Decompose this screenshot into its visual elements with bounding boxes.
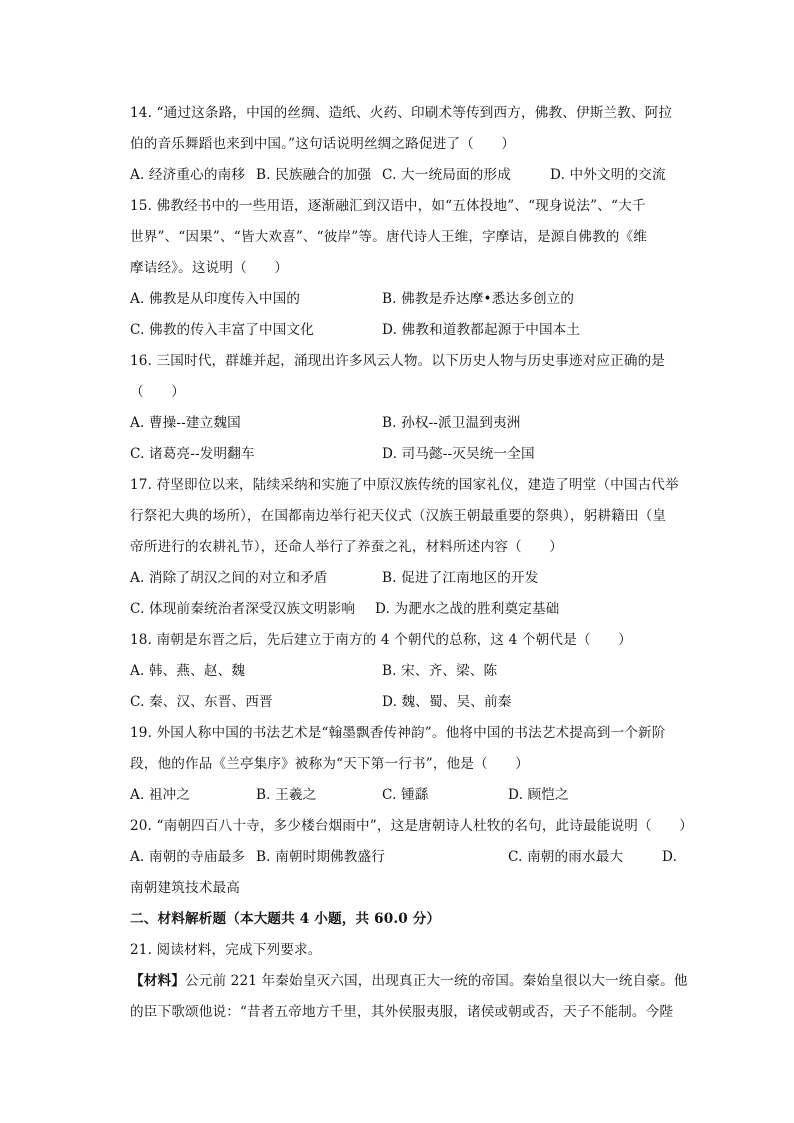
q14-stem-line1: 14. “通过这条路，中国的丝绸、造纸、火药、印刷术等传到西方，佛教、伊斯兰教、阿拉 (130, 105, 673, 121)
q17-option-c[interactable]: C. 体现前秦统治者深受汉族文明影响 (130, 601, 356, 617)
q18-option-b[interactable]: B. 宋、齐、梁、陈 (382, 663, 498, 679)
q16-stem-line2: （ ） (130, 384, 185, 400)
q14-option-b[interactable]: B. 民族融合的加强 (256, 167, 372, 183)
q17-option-b[interactable]: B. 促进了江南地区的开发 (382, 570, 539, 586)
q14-option-c[interactable]: C. 大一统局面的形成 (382, 167, 511, 183)
q16-option-d[interactable]: D. 司马懿--灭吴统一全国 (382, 446, 535, 462)
q15-stem-line3: 摩诘经》。这说明（ ） (130, 260, 289, 276)
q20-option-b[interactable]: B. 南朝时期佛教盛行 (256, 849, 386, 865)
q15-option-a[interactable]: A. 佛教是从印度传入中国的 (130, 291, 301, 307)
q14-option-a[interactable]: A. 经济重心的南移 (130, 167, 246, 183)
q19-stem-line2: 段，他的作品《兰亭集序》被称为“天下第一行书”，他是（ ） (130, 756, 530, 772)
q15-stem-line1: 15. 佛教经书中的一些用语，逐渐融汇到汉语中，如“五体投地”、“现身说法”、“大千 (130, 198, 646, 214)
q19-option-d[interactable]: D. 顾恺之 (508, 787, 569, 803)
q19-option-a[interactable]: A. 祖冲之 (130, 787, 191, 803)
material-text: 公元前 221 年秦始皇灭六国，出现真正大一统的帝国。秦始皇很以大一统自豪。他 (184, 973, 688, 989)
q17-option-a[interactable]: A. 消除了胡汉之间的对立和矛盾 (130, 570, 328, 586)
q20-option-a[interactable]: A. 南朝的寺庙最多 (130, 849, 246, 865)
section-heading: 二、材料解析题（本大题共 4 小题，共 60.0 分） (130, 911, 441, 927)
q16-option-b[interactable]: B. 孙权--派卫温到夷洲 (382, 415, 521, 431)
q17-stem-line2: 行祭祀大典的场所），在国都南边举行祀天仪式（汉族王朝最重要的祭典），躬耕籍田（皇 (130, 508, 667, 524)
q15-option-d[interactable]: D. 佛教和道教都起源于中国本土 (382, 322, 581, 338)
q16-option-c[interactable]: C. 诸葛亮--发明翻车 (130, 446, 255, 462)
q20-option-c[interactable]: C. 南朝的雨水最大 (508, 849, 624, 865)
q16-stem-line1: 16. 三国时代，群雄并起，涌现出许多风云人物。以下历史人物与历史事迹对应正确的是 (130, 353, 666, 369)
q18-option-c[interactable]: C. 秦、汉、东晋、西晋 (130, 694, 273, 710)
q18-option-d[interactable]: D. 魏、蜀、吴、前秦 (382, 694, 512, 710)
q19-option-b[interactable]: B. 王羲之 (256, 787, 317, 803)
q17-stem-line3: 帝所进行的农耕礼节），还命人举行了养蚕之礼，材料所述内容（ ） (130, 539, 563, 555)
q17-option-d[interactable]: D. 为淝水之战的胜利奠定基础 (375, 601, 560, 617)
q17-stem-line1: 17. 苻坚即位以来，陆续采纳和实施了中原汉族传统的国家礼仪，建造了明堂（中国古代举 (130, 477, 679, 493)
q21-stem-line1: 21. 阅读材料，完成下列要求。 (130, 942, 322, 958)
q18-option-a[interactable]: A. 韩、燕、赵、魏 (130, 663, 246, 679)
material-tag: 【材料】 (130, 973, 185, 989)
q20-option-d-text[interactable]: 南朝建筑技术最高 (130, 880, 240, 896)
q14-option-d[interactable]: D. 中外文明的交流 (550, 167, 666, 183)
q15-option-b[interactable]: B. 佛教是乔达摩•悉达多创立的 (382, 291, 575, 307)
q15-stem-line2: 世界”、“因果”、“皆大欢喜”、“彼岸”等。唐代诗人王维，字摩诘，是源自佛教的《维 (130, 229, 647, 245)
q15-option-c[interactable]: C. 佛教的传入丰富了中国文化 (130, 322, 314, 338)
q19-stem-line1: 19. 外国人称中国的书法艺术是“翰墨飘香传神韵”。他将中国的书法艺术提高到一个新阶 (130, 725, 666, 741)
q20-option-d[interactable]: D. (662, 849, 678, 865)
q21-material-line2: 的臣下歌颂他说：“昔者五帝地方千里，其外侯服夷服，诸侯或朝或否，天子不能制。今陛 (130, 1004, 674, 1020)
q19-option-c[interactable]: C. 锺繇 (382, 787, 429, 803)
q18-stem-line1: 18. 南朝是东晋之后，先后建立于南方的 4 个朝代的总称，这 4 个朝代是（ ） (130, 632, 632, 648)
q21-material-line1 (130, 971, 688, 991)
q20-stem-line1: 20. “南朝四百八十寺，多少楼台烟雨中”，这是唐朝诗人杜牧的名句，此诗最能说明（ ） (130, 818, 693, 834)
q16-option-a[interactable]: A. 曹操--建立魏国 (130, 415, 241, 431)
q14-stem-line2: 伯的音乐舞蹈也来到中国。”这句话说明丝绸之路促进了（ ） (130, 136, 516, 152)
